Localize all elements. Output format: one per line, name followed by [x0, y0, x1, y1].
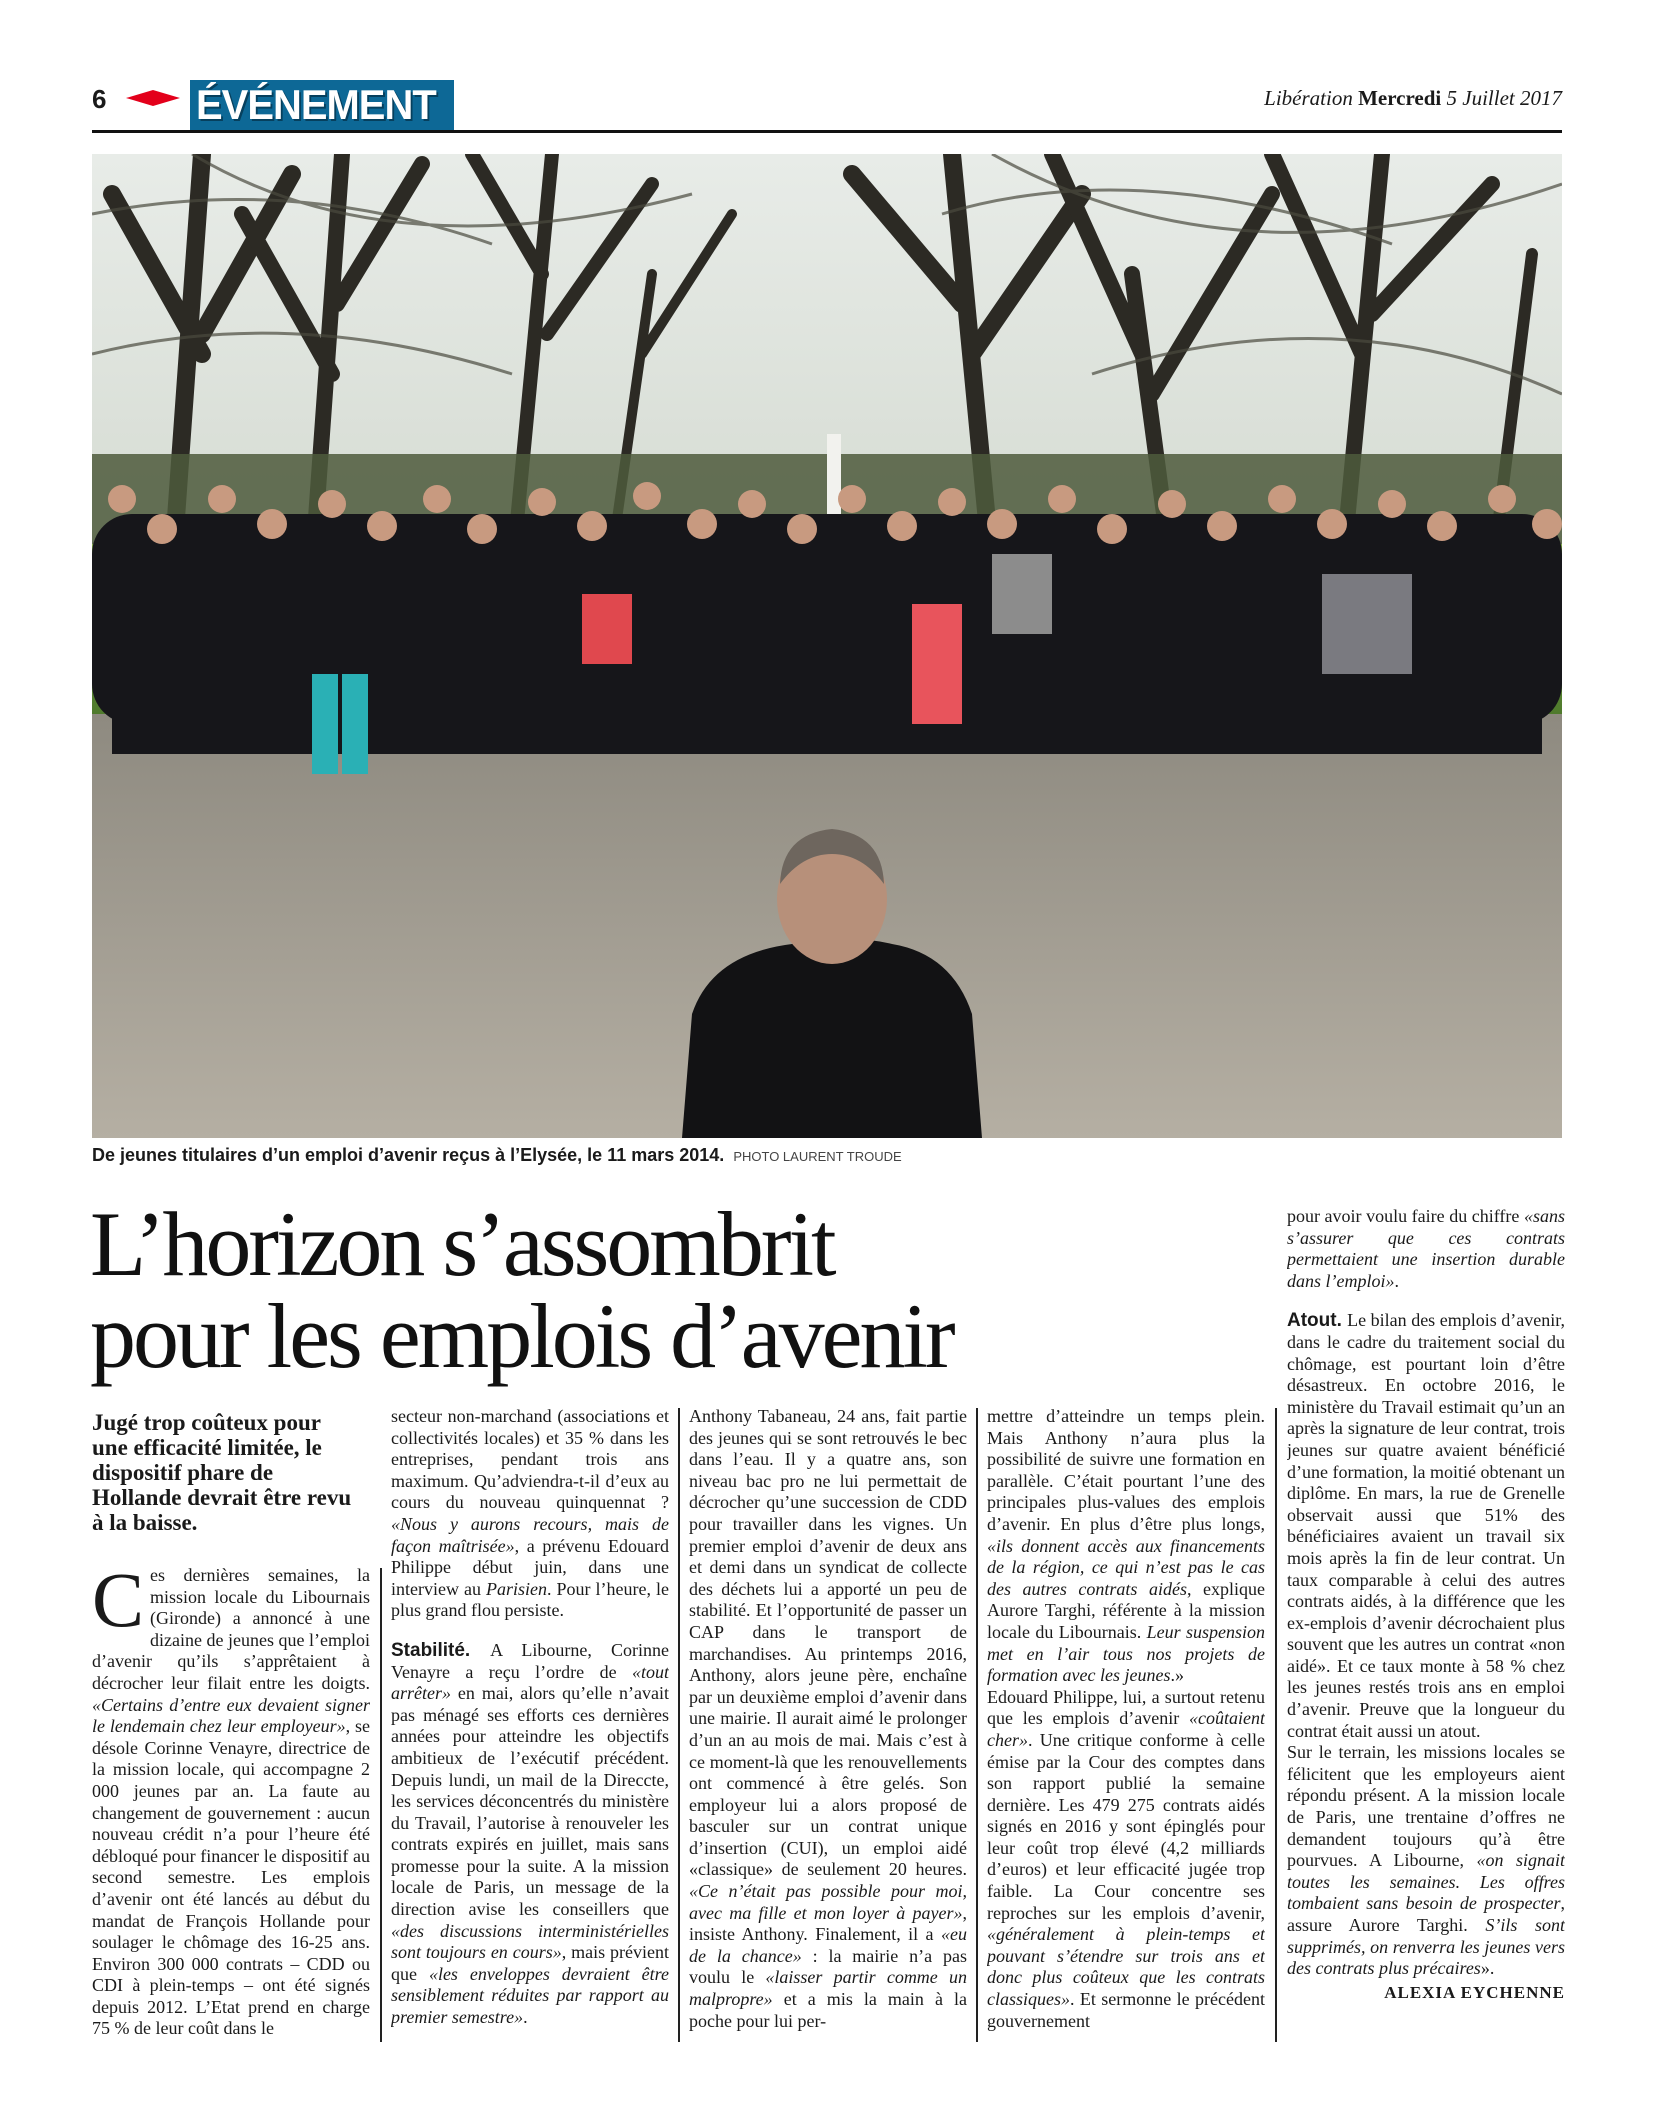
- article-column-1: [92, 1565, 370, 2043]
- quote-text: «on signait toutes les semaines. Les offres tombaient sans besoin de prospecter: [1287, 1850, 1565, 1914]
- quote-text: «Certains d’entre eux devaient signer le lendemain chez leur employeur»: [92, 1694, 370, 1737]
- photo-caption: De jeunes titulaires d’un emploi d’avenir reçus à l’Elysée, le 11 mars 2014. PHOTO LAURENT TROUDE: [92, 1145, 902, 1165]
- column-rule: [380, 1568, 382, 2042]
- quote-text: «laisser partir comme un malpropre»: [689, 1967, 967, 2010]
- quote-text: Leur suspension met en l’air tous nos projets de formation avec les jeunes: [987, 1621, 1265, 1686]
- quote-text: «Nous y aurons recours, mais de façon maîtrisée»: [391, 1513, 669, 1556]
- body-text: , a prévenu Edouard Philippe début juin, dans une interview au: [391, 1535, 669, 1599]
- body-text: .»: [1170, 1665, 1184, 1686]
- article-headline: L’horizon s’assombrit pour les emplois d’avenir: [90, 1193, 953, 1387]
- body-text: es dernières semaines, la mission locale du Libournais (Gironde) a annoncé à une dizaine de jeunes que l’emploi d’avenir qu’ils s’apprêtaient à décrocher leur filait entre les doigts.: [92, 1565, 370, 1693]
- section-rubric: ÉVÉNEMENT: [190, 80, 454, 130]
- body-text: , insiste Anthony. Finalement, il a: [689, 1902, 967, 1945]
- article-paragraph: [391, 1640, 669, 2029]
- body-text: en mai, alors qu’elle n’avait pas ménagé ses efforts ces dernières années pour atteindre les objectifs ambitieux de l’exécutif précédent. Depuis lundi, un mail de la Direccte, les services déconcentrés du ministère du Travail, l’autorise à renouveler les contrats expirés en juillet, mais sans promesse pour la suite. A la mission locale de Paris, un message de la direction avise les conseillers que: [391, 1683, 669, 1920]
- quote-text: «les enveloppes devraient être sensiblement réduites par rapport au premier semestre»: [391, 1963, 669, 2028]
- quote-text: «ils donnent accès aux financements de la région, ce qui n’est pas le cas des autres contrats aidés: [987, 1535, 1265, 1599]
- article-paragraph: [689, 1406, 967, 2032]
- body-text: , assure Aurore Targhi.: [1287, 1893, 1565, 1935]
- dateline: Libération Mercredi 5 Juillet 2017: [1264, 86, 1562, 110]
- article-paragraph: [1287, 1310, 1565, 1742]
- paragraph-heading: Atout.: [1287, 1310, 1348, 1332]
- quote-text: «coûtaient cher»: [987, 1708, 1265, 1750]
- article-paragraph: [1287, 1206, 1565, 1292]
- header-rule: [92, 130, 1562, 133]
- body-text: Sur le terrain, les missions locales se félicitent que les employeurs aient répondu présent. A la mission locale de Paris, une trentaine d’offres ne demandent toujours qu’à être pourvues. A Libourne,: [1287, 1742, 1565, 1871]
- body-text: , mais prévient que: [391, 1942, 669, 1984]
- body-text: Anthony Tabaneau, 24 ans, fait partie des jeunes qui se sont retrouvés le bec dans l’eau. Il y a quatre ans, son niveau bac pro ne lui permettait de décrocher qu’une succession de CDD pour travailler dans les vignes. Un premier emploi d’avenir de deux ans et demi dans un syndicat de collecte des déchets lui a apporté un peu de stabilité. Et l’opportunité de passer un CAP dans le transport de marchandises. Au printemps 2016, Anthony, alors jeune père, enchaîne par un deuxième emploi d’avenir dans une mairie. Il aurait aimé le prolonger d’un an au mois de mai. Mais c’est à ce moment-là que les renouvellements ont commencé à être gelés. Son employeur lui a alors proposé de basculer sur un contrat unique d’insertion (CUI), un emploi aidé «classique» de seulement 20 heures.: [689, 1406, 967, 1880]
- body-text: mettre d’atteindre un temps plein. Mais Anthony n’aura plus la possibilité de suivre une formation en parallèle. C’était pourtant l’une des principales plus-values des emplois d’avenir. En plus d’être plus longs,: [987, 1406, 1265, 1534]
- quote-text: S’ils sont supprimés, on renverra les jeunes vers des contrats plus précaires: [1287, 1915, 1565, 1979]
- body-text: . Et sermonne le précédent gouvernement: [987, 1989, 1265, 2031]
- drop-cap: C: [92, 1565, 145, 1643]
- photo-credit: PHOTO LAURENT TROUDE: [733, 1149, 902, 1164]
- quote-text: «sans s’assurer que ces contrats permettaient une insertion durable dans l’emploi»: [1287, 1206, 1565, 1291]
- quote-text: «Ce n’était pas possible pour moi, avec ma fille et mon loyer à payer»: [689, 1881, 967, 1923]
- article-paragraph: [92, 1565, 370, 2040]
- column-rule: [1275, 1408, 1277, 2042]
- quote-text: «eu de la chance»: [689, 1924, 967, 1966]
- article-column-2: [391, 1406, 669, 2043]
- body-text: . Une critique conforme à celle émise par la Cour des comptes dans son rapport publié la semaine dernière. Les 479 275 contrats aidés signés en 2016 y sont épinglés pour leur coût trop élevé (4,2 milliards d’euros) et leur efficacité jugée trop faible. La Cour concentre ses reproches sur les emplois d’avenir,: [987, 1729, 1265, 1923]
- body-text: Edouard Philippe, lui, a surtout retenu que les emplois d’avenir: [987, 1686, 1265, 1729]
- article-paragraph: [987, 1687, 1265, 2033]
- article-paragraph: [987, 1406, 1265, 1687]
- page-number: 6: [92, 84, 107, 114]
- article-column-4: [987, 1406, 1265, 2043]
- quote-text: «généralement à plein-temps et pouvant s’étendre sur trois ans et donc plus coûteux que les contrats classiques»: [987, 1924, 1265, 2010]
- body-text: pour avoir voulu faire du chiffre: [1287, 1206, 1524, 1226]
- column-rule: [976, 1408, 978, 2042]
- body-text: : la mairie n’a pas voulu le: [689, 1945, 967, 1988]
- article-paragraph: [1287, 1742, 1565, 1980]
- quote-text: Parisien: [486, 1578, 547, 1599]
- article-photo: [92, 154, 1562, 1138]
- article-paragraph: [391, 1406, 669, 1622]
- quote-text: «des discussions interministérielles sont toujours en cours»: [391, 1920, 669, 1963]
- body-text: .: [1394, 1270, 1399, 1291]
- author-signature: ALEXIA EYCHENNE: [1384, 1982, 1565, 2002]
- column-rule: [678, 1408, 680, 2042]
- body-text: Le bilan des emplois d’avenir, dans le cadre du traitement social du chômage, est pourtant loin d’être désastreux. En octobre 2016, le ministère du Travail estimait qu’un an après la signature de leur contrat, trois jeunes sur quatre avaient bénéficié d’une formation, la moitié obtenant un diplôme. En mars, la rue de Grenelle observait aussi que 51% des bénéficiaires avaient un travail six mois après la fin de leur contrat. Un taux comparable à celui des autres contrats aidés, à la différence que les ex-emplois d’avenir décrochaient plus souvent que les autres un contrat «non aidé». Et ce taux monte à 58 % chez les jeunes restés trois ans en emploi d’avenir. Preuve que la longueur du contrat était aussi un atout.: [1287, 1310, 1565, 1741]
- body-text: A Libourne, Corinne Venayre a reçu l’ordre de: [391, 1639, 669, 1682]
- body-text: , explique Aurore Targhi, référente à la mission locale du Libournais.: [987, 1578, 1265, 1642]
- article-column-5: [1287, 1206, 1565, 2046]
- article-lead: Jugé trop coûteux pour une efficacité limitée, le dispositif phare de Hollande devrait être revu à la baisse.: [92, 1410, 352, 1535]
- article-column-3: [689, 1406, 967, 2043]
- body-text: , se désole Corinne Venayre, directrice de la mission locale, qui accompagne 2 000 jeunes par an. La faute au changement de gouvernement : aucun nouveau crédit n’a pour l’heure été débloqué pour financer le dispositif au second semestre. Les emplois d’avenir ont été lancés au début du mandat de François Hollande pour soulager le chômage des 16-25 ans. Environ 300 000 contrats – CDD ou CDI à plein-temps – ont été signés depuis 2012. L’Etat prend en charge 75 % de leur coût dans le: [92, 1716, 370, 2039]
- quote-text: «tout arrêter»: [391, 1661, 669, 1704]
- diamond-icon: [126, 90, 180, 106]
- body-text: et a mis la main à la poche pour lui per-: [689, 1989, 967, 2031]
- body-text: .: [523, 2007, 528, 2028]
- body-text: ».: [1480, 1958, 1495, 1979]
- body-text: . Pour l’heure, le plus grand flou persiste.: [391, 1578, 669, 1621]
- paragraph-heading: Stabilité.: [391, 1639, 491, 1661]
- body-text: secteur non-marchand (associations et collectivités locales) et 35 % dans les entreprises, pendant trois ans maximum. Qu’adviendra-t-il d’eux au cours du nouveau quinquennat ?: [391, 1406, 669, 1513]
